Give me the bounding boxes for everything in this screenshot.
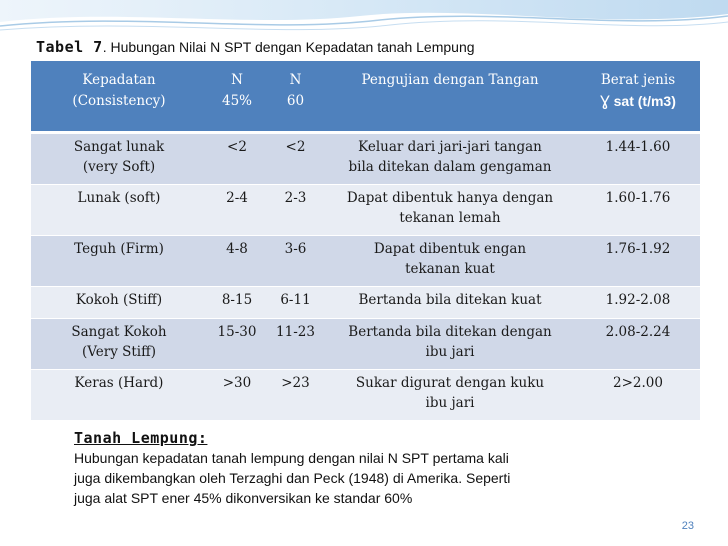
header-pengujian: Pengujian dengan Tangan	[324, 61, 576, 133]
header-kepadatan: Kepadatan (Consistency)	[31, 61, 207, 133]
note-line: Hubungan kepadatan tanah lempung dengan nilai N SPT pertama kali	[74, 450, 509, 466]
cell-kepadatan: Lunak (soft)	[31, 185, 207, 236]
spt-consistency-table	[31, 61, 700, 420]
header-n60: N 60	[267, 61, 324, 133]
table-row	[31, 319, 700, 370]
note-line: juga dikembangkan oleh Terzaghi dan Peck (1948) di Amerika. Seperti	[74, 470, 511, 486]
cell-pengujian: Bertanda bila ditekan dengan ibu jari	[324, 319, 576, 370]
header-n45: N 45%	[207, 61, 267, 133]
cell-kepadatan: Kokoh (Stiff)	[31, 287, 207, 319]
note-block	[74, 428, 674, 508]
table-row	[31, 185, 700, 236]
cell-pengujian: Dapat dibentuk engan tekanan kuat	[324, 236, 576, 287]
table-row	[31, 370, 700, 421]
berat-unit: sat (t/m3)	[609, 93, 676, 109]
table-caption	[36, 38, 475, 56]
table-row	[31, 133, 700, 185]
caption-label: Tabel 7	[36, 38, 103, 56]
cell-n60: 3-6	[267, 236, 324, 287]
cell-n60: 2-3	[267, 185, 324, 236]
note-title: Tanah Lempung:	[74, 429, 208, 447]
cell-n45: 8-15	[207, 287, 267, 319]
cell-berat: 1.76-1.92	[576, 236, 700, 287]
cell-kepadatan: Keras (Hard)	[31, 370, 207, 421]
cell-berat: 2.08-2.24	[576, 319, 700, 370]
cell-pengujian: Bertanda bila ditekan kuat	[324, 287, 576, 319]
cell-n45: 15-30	[207, 319, 267, 370]
cell-berat: 2>2.00	[576, 370, 700, 421]
cell-n60: <2	[267, 133, 324, 185]
cell-n45: 4-8	[207, 236, 267, 287]
cell-n60: 6-11	[267, 287, 324, 319]
gamma-symbol: Ɣ	[600, 94, 610, 110]
table-row	[31, 236, 700, 287]
cell-n45: 2-4	[207, 185, 267, 236]
cell-berat: 1.44-1.60	[576, 133, 700, 185]
cell-n60: >23	[267, 370, 324, 421]
cell-n45: >30	[207, 370, 267, 421]
table-row	[31, 287, 700, 319]
cell-pengujian: Sukar digurat dengan kuku ibu jari	[324, 370, 576, 421]
table-header-row	[31, 61, 700, 133]
cell-kepadatan: Teguh (Firm)	[31, 236, 207, 287]
decorative-wave-banner	[0, 0, 728, 40]
cell-n45: <2	[207, 133, 267, 185]
page-number: 23	[681, 520, 694, 532]
cell-berat: 1.92-2.08	[576, 287, 700, 319]
cell-pengujian: Keluar dari jari-jari tangan bila ditekan dalam gengaman	[324, 133, 576, 185]
note-line: juga alat SPT ener 45% dikonversikan ke standar 60%	[74, 490, 413, 506]
header-berat-jenis: Berat jenis Ɣ sat (t/m3)	[576, 61, 700, 133]
cell-n60: 11-23	[267, 319, 324, 370]
cell-pengujian: Dapat dibentuk hanya dengan tekanan lemah	[324, 185, 576, 236]
cell-kepadatan: Sangat lunak (very Soft)	[31, 133, 207, 185]
cell-berat: 1.60-1.76	[576, 185, 700, 236]
caption-text: . Hubungan Nilai N SPT dengan Kepadatan tanah Lempung	[102, 39, 475, 55]
cell-kepadatan: Sangat Kokoh (Very Stiff)	[31, 319, 207, 370]
